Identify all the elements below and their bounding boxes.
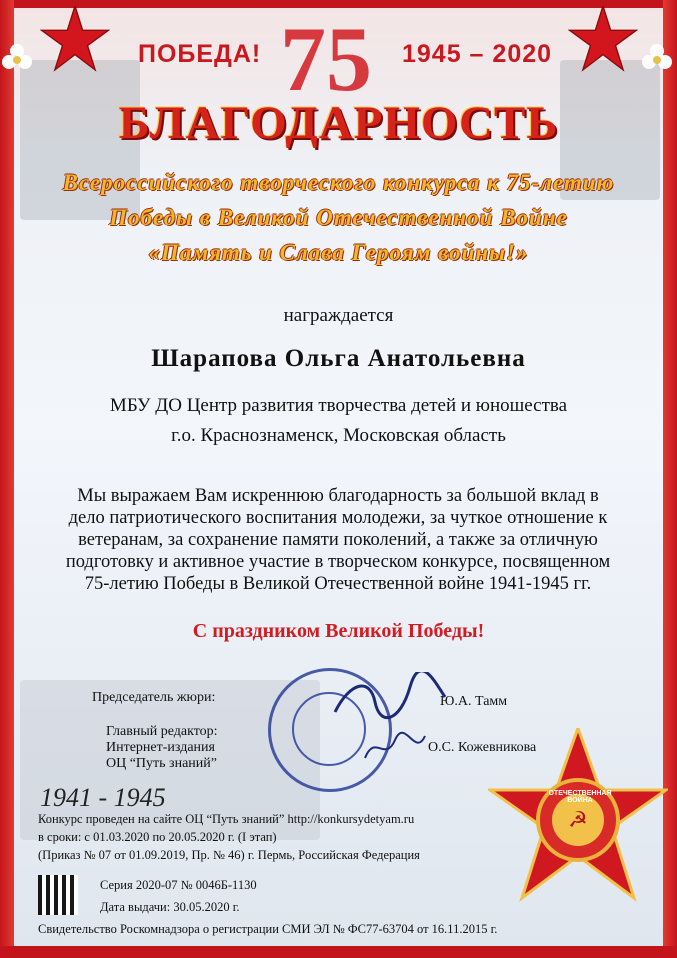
- frame-bottom: [0, 946, 677, 958]
- order-text: ОТЕЧЕСТВЕННАЯ ВОЙНА: [548, 790, 612, 804]
- editor-label-3: ОЦ “Путь знаний”: [106, 756, 217, 771]
- footer-line-1: Конкурс проведен на сайте ОЦ “Путь знаний” http://konkursydetyam.ru: [38, 812, 415, 826]
- footer-line-2: в сроки: с 01.03.2020 по 20.05.2020 г. (I этап): [38, 830, 277, 844]
- victory-label: ПОБЕДА!: [138, 40, 262, 68]
- anniversary-number: 75: [280, 8, 372, 110]
- order-patriotic-war-icon: [488, 728, 668, 906]
- certificate-title: БЛАГОДАРНОСТЬ: [118, 97, 559, 149]
- editor-label-1: Главный редактор:: [106, 724, 218, 739]
- message-line-1: Мы выражаем Вам искреннюю благодарность за большой вклад в: [77, 486, 599, 506]
- message-line-4: подготовку и активное участие в творческом конкурсе, посвященном: [65, 552, 611, 572]
- message-line-2: дело патриотического воспитания молодежи, за чуткое отношение к: [68, 508, 608, 528]
- signature-editor: [360, 728, 430, 768]
- svg-text:☭: ☭: [568, 808, 588, 833]
- awarded-label: награждается: [283, 305, 394, 326]
- recipient-name: Шарапова Ольга Анатольевна: [151, 345, 526, 372]
- series-number: Серия 2020-07 № 0046Б-1130: [100, 878, 257, 892]
- signature-chair: [330, 672, 450, 732]
- organization-line-2: г.о. Краснознаменск, Московская область: [171, 425, 506, 446]
- subtitle-line-1: Всероссийского творческого конкурса к 75-летию: [62, 170, 615, 195]
- registration-text: Свидетельство Роскомнадзора о регистрации СМИ ЭЛ № ФС77-63704 от 16.11.2015 г.: [38, 922, 498, 936]
- message-line-5: 75-летию Победы в Великой Отечественной войне 1941-1945 гг.: [84, 574, 592, 594]
- footer-line-3: (Приказ № 07 от 01.09.2019, Пр. № 46) г. Пермь, Российская Федерация: [38, 848, 420, 862]
- qr-code: [38, 875, 78, 915]
- flower-right-icon: [640, 42, 674, 76]
- flower-left-icon: [0, 42, 34, 76]
- editor-name: О.С. Кожевникова: [428, 740, 537, 755]
- organization-line-1: МБУ ДО Центр развития творчества детей и юношества: [109, 395, 568, 416]
- years-label: 1945 – 2020: [402, 40, 553, 68]
- subtitle-line-2: Победы в Великой Отечественной Войне: [109, 205, 568, 230]
- war-years: 1941 - 1945: [40, 783, 166, 812]
- star-top-right-icon: [568, 6, 638, 72]
- message-line-3: ветеранам, за сохранение памяти поколений, а также за отличную: [78, 530, 598, 550]
- subtitle-line-3: «Память и Слава Героям войны!»: [148, 240, 529, 265]
- star-top-left-icon: [40, 6, 110, 72]
- greeting: С праздником Великой Победы!: [192, 620, 485, 642]
- editor-label-2: Интернет-издания: [106, 740, 215, 755]
- jury-chair-label: Председатель жюри:: [92, 690, 216, 705]
- issue-date: Дата выдачи: 30.05.2020 г.: [100, 900, 240, 914]
- jury-chair-name: Ю.А. Тамм: [440, 694, 508, 709]
